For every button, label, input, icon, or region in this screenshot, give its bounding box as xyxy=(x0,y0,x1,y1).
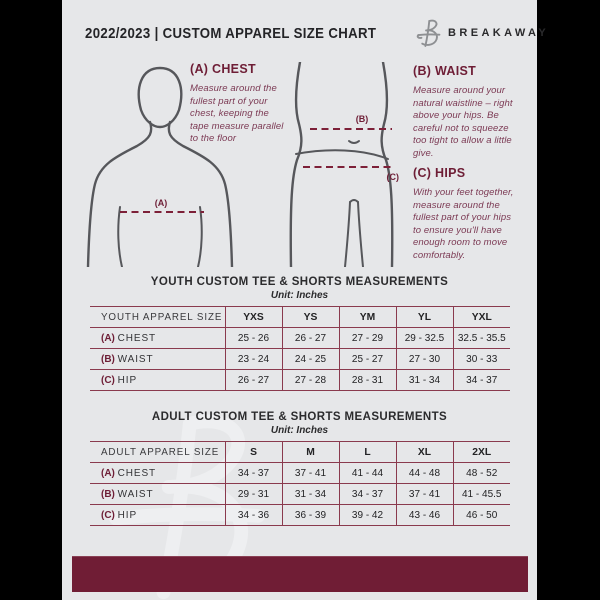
waist-measure-label: (B) xyxy=(355,114,369,124)
left-inner-arm xyxy=(118,207,122,267)
navel xyxy=(349,141,359,143)
size-value-cell: 34 - 37 xyxy=(225,463,282,484)
size-value-cell: 29 - 31 xyxy=(225,484,282,505)
size-value-cell: 27 - 30 xyxy=(396,349,453,370)
chest-heading: (A) CHEST xyxy=(190,62,256,76)
size-value-cell: 37 - 41 xyxy=(396,484,453,505)
row-label: CHEST xyxy=(117,332,157,344)
brand-name: BREAKAWAY xyxy=(448,27,550,39)
left-inner-leg xyxy=(345,202,350,267)
youth-header-row xyxy=(90,307,510,328)
size-value-cell: 32.5 - 35.5 xyxy=(453,328,510,349)
column-header: YXS xyxy=(225,307,282,328)
head-outline xyxy=(139,68,181,127)
size-value-cell: 46 - 50 xyxy=(453,505,510,526)
youth-table-title: YOUTH CUSTOM TEE & SHORTS MEASUREMENTS xyxy=(150,276,449,288)
youth-size-table xyxy=(90,306,510,391)
chest-body-text: Measure around the fullest part of your chest, keeping the tape measure parallel to the floor xyxy=(190,83,284,145)
column-header: YL xyxy=(396,307,453,328)
table-row xyxy=(90,370,510,391)
right-torso-outline xyxy=(382,62,393,267)
size-value-cell: 43 - 46 xyxy=(396,505,453,526)
size-value-cell: 26 - 27 xyxy=(225,370,282,391)
table-row xyxy=(90,349,510,370)
youth-table-unit: Unit: Inches xyxy=(270,290,329,301)
waist-instructions xyxy=(413,64,515,160)
column-header: M xyxy=(282,442,339,463)
footer-bar xyxy=(72,556,528,592)
row-label-cell xyxy=(90,370,225,391)
size-value-cell: 24 - 25 xyxy=(282,349,339,370)
row-label: WAIST xyxy=(117,353,154,365)
size-value-cell: 31 - 34 xyxy=(282,484,339,505)
crotch-line xyxy=(350,200,358,202)
column-header: S xyxy=(225,442,282,463)
row-key: (B) xyxy=(101,353,115,365)
size-value-cell: 30 - 33 xyxy=(453,349,510,370)
chest-measure-label: (A) xyxy=(154,198,168,208)
row-label-cell xyxy=(90,505,225,526)
row-label-cell xyxy=(90,328,225,349)
size-value-cell: 27 - 29 xyxy=(339,328,396,349)
lower-body-diagram xyxy=(283,62,403,267)
row-label: HIP xyxy=(117,374,138,386)
size-value-cell: 44 - 48 xyxy=(396,463,453,484)
table-row xyxy=(90,484,510,505)
column-header: L xyxy=(339,442,396,463)
page-title: 2022/2023 | CUSTOM APPAREL SIZE CHART xyxy=(85,24,377,42)
table-row xyxy=(90,505,510,526)
chest-instructions xyxy=(190,62,286,146)
waistband-line xyxy=(296,150,388,159)
adult-table-title: ADULT CUSTOM TEE & SHORTS MEASUREMENTS xyxy=(151,411,448,423)
size-chart-page xyxy=(62,0,550,600)
row-key: (A) xyxy=(101,467,115,479)
size-value-cell: 39 - 42 xyxy=(339,505,396,526)
adult-header-row xyxy=(90,442,510,463)
column-header: YS xyxy=(282,307,339,328)
size-value-cell: 29 - 32.5 xyxy=(396,328,453,349)
size-value-cell: 37 - 41 xyxy=(282,463,339,484)
row-label: WAIST xyxy=(117,488,154,500)
waist-heading: (B) WAIST xyxy=(413,64,477,78)
size-value-cell: 27 - 28 xyxy=(282,370,339,391)
size-value-cell: 41 - 44 xyxy=(339,463,396,484)
size-value-cell: 41 - 45.5 xyxy=(453,484,510,505)
row-key: (C) xyxy=(101,509,115,521)
row-label-cell xyxy=(90,349,225,370)
hips-body-text: With your feet together, measure around the fullest part of your hips to ensure you'll have enough room to move comfortably. xyxy=(413,187,514,261)
hips-heading: (C) HIPS xyxy=(413,166,466,180)
size-value-cell: 23 - 24 xyxy=(225,349,282,370)
hips-instructions xyxy=(413,166,515,262)
right-inner-arm xyxy=(198,207,202,267)
left-torso-outline xyxy=(291,62,302,267)
header xyxy=(85,18,550,48)
row-label-cell xyxy=(90,484,225,505)
size-value-cell: 34 - 37 xyxy=(339,484,396,505)
row-label: CHEST xyxy=(117,467,157,479)
column-header: XL xyxy=(396,442,453,463)
size-value-cell: 34 - 36 xyxy=(225,505,282,526)
size-value-cell: 25 - 27 xyxy=(339,349,396,370)
breakaway-logo-icon xyxy=(416,18,441,49)
row-key: (B) xyxy=(101,488,115,500)
size-value-cell: 25 - 26 xyxy=(225,328,282,349)
column-header: ADULT APPAREL SIZE xyxy=(90,442,225,463)
right-inner-leg xyxy=(358,202,363,267)
hips-measure-label: (C) xyxy=(386,172,399,182)
column-header: 2XL xyxy=(453,442,510,463)
adult-size-table xyxy=(90,441,510,526)
column-header: YXL xyxy=(453,307,510,328)
size-value-cell: 26 - 27 xyxy=(282,328,339,349)
brand xyxy=(416,18,549,49)
waist-body-text: Measure around your natural waistline – right above your hips. Be careful not to squeeze too tight to allow a little give. xyxy=(413,85,513,159)
size-value-cell: 36 - 39 xyxy=(282,505,339,526)
size-value-cell: 48 - 52 xyxy=(453,463,510,484)
row-label-cell xyxy=(90,463,225,484)
row-key: (C) xyxy=(101,374,115,386)
column-header: YM xyxy=(339,307,396,328)
adult-table-unit: Unit: Inches xyxy=(270,425,329,436)
size-value-cell: 31 - 34 xyxy=(396,370,453,391)
row-label: HIP xyxy=(117,509,138,521)
table-row xyxy=(90,463,510,484)
table-row xyxy=(90,328,510,349)
column-header: YOUTH APPAREL SIZE xyxy=(90,307,225,328)
size-value-cell: 34 - 37 xyxy=(453,370,510,391)
size-value-cell: 28 - 31 xyxy=(339,370,396,391)
row-key: (A) xyxy=(101,332,115,344)
